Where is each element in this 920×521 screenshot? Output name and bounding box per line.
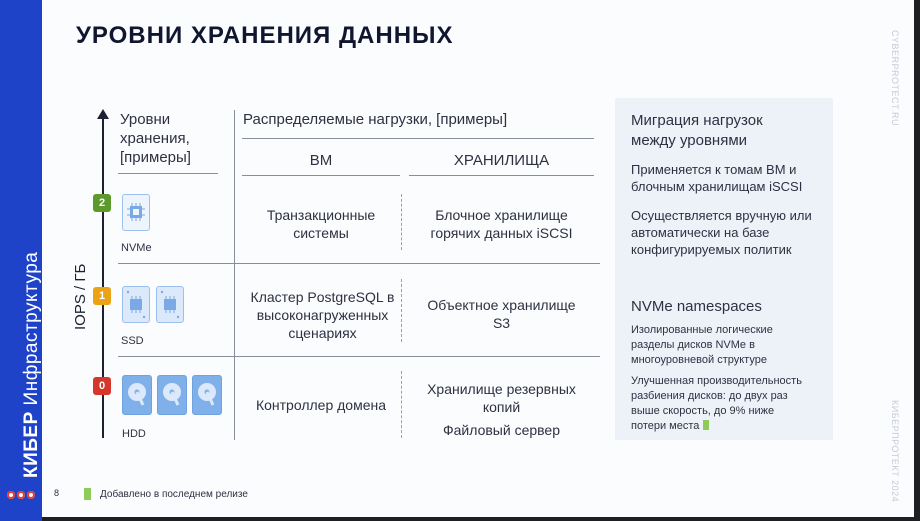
- migration-text-1: Применяется к томам ВМ и блочным хранилищам iSCSI: [631, 162, 803, 194]
- hdd-icon: [192, 375, 222, 415]
- axis-arrow-icon: [97, 109, 109, 119]
- workloads-column-header: Распределяемые нагрузки, [примеры]: [243, 111, 508, 128]
- tier-media-label: NVMe: [121, 242, 152, 254]
- column-divider: [234, 110, 235, 440]
- tier-media-label: SSD: [121, 335, 144, 347]
- storage-workload: Хранилище резервных копий: [427, 381, 576, 415]
- tier-media-label: HDD: [122, 428, 146, 440]
- vm-workload: Контроллер домена: [255, 397, 387, 413]
- tier-badge: 2: [93, 194, 111, 212]
- row-divider: [118, 263, 600, 264]
- cell-divider: [401, 194, 402, 250]
- chip-icon: [122, 194, 150, 231]
- vertical-copyright: КИБЕРПРОТЕКТ 2024: [890, 400, 900, 503]
- vertical-url: CYBERPROTECT.RU: [890, 30, 900, 127]
- ssd-icon: [122, 286, 150, 323]
- divider: [242, 138, 594, 139]
- slide: [42, 0, 914, 517]
- green-marker-icon: [84, 488, 91, 500]
- storage-workload: Файловый сервер: [443, 422, 560, 438]
- hdd-icon: [122, 375, 152, 415]
- vm-workload: Кластер PostgreSQL в высоконагруженных сценариях: [250, 289, 395, 341]
- migration-title: Миграция нагрузок между уровнями: [631, 112, 763, 149]
- ssd-icon: [156, 286, 184, 323]
- tier-badge: 0: [93, 377, 111, 395]
- legend-text: Добавлено в последнем релизе: [100, 489, 248, 500]
- nvme-text-2: Улучшенная производительность разбиения дисков: до двух раз выше скорость, до 9% ниже потери места: [631, 375, 802, 432]
- storage-subheader: ХРАНИЛИЩА: [453, 152, 550, 169]
- tiers-column-header: Уровни хранения, [примеры]: [120, 111, 191, 166]
- divider: [409, 175, 594, 176]
- axis-label: IOPS / ГБ: [72, 263, 89, 330]
- cell-divider: [401, 371, 402, 438]
- divider: [118, 173, 218, 174]
- brand-sidebar: [0, 0, 42, 521]
- nvme-text-1: Изолированные логические разделы дисков NVMe в многоуровневой структуре: [631, 324, 773, 366]
- brand-name: КИБЕР Инфраструктура: [21, 251, 42, 478]
- row-divider: [118, 356, 600, 357]
- slide-title: УРОВНИ ХРАНЕНИЯ ДАННЫХ: [76, 22, 454, 49]
- vm-workload: Транзакционные системы: [266, 207, 376, 241]
- storage-workload: Блочное хранилище горячих данных iSCSI: [430, 207, 573, 241]
- brand-logo-icon: [7, 491, 35, 499]
- migration-text-2: Осуществляется вручную или автоматически на базе конфигурируемых политик: [631, 208, 812, 257]
- info-panel: [615, 98, 833, 440]
- tier-badge: 1: [93, 287, 111, 305]
- hdd-icon: [157, 375, 187, 415]
- divider: [242, 175, 400, 176]
- page-number: 8: [54, 488, 60, 498]
- storage-workload: Объектное хранилище S3: [427, 297, 576, 331]
- green-marker-icon: [703, 420, 709, 430]
- nvme-title: NVMe namespaces: [631, 298, 762, 315]
- vm-subheader: ВМ: [309, 152, 333, 169]
